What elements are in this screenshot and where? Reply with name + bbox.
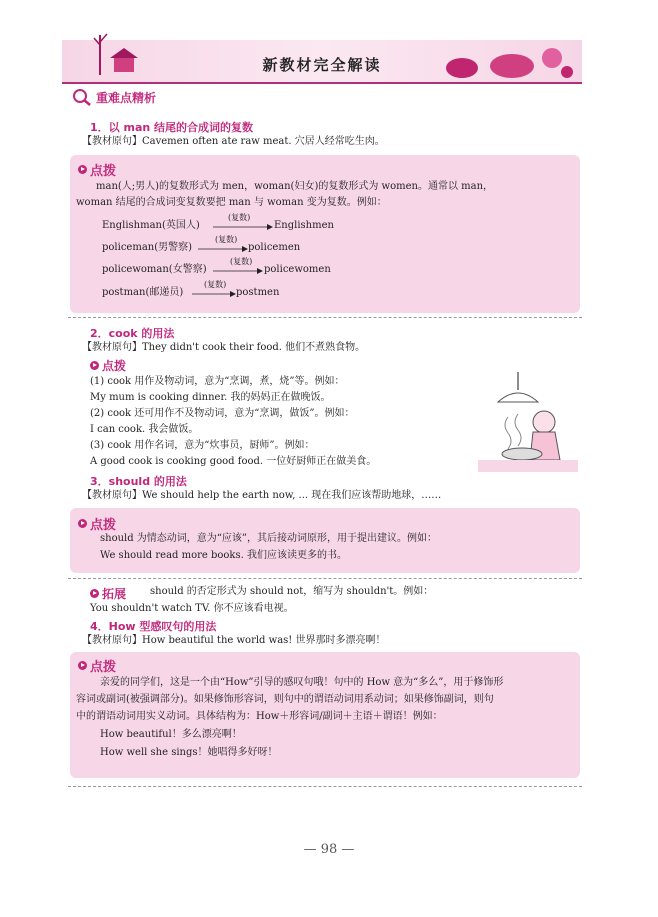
s4-example-1: How beautiful！多么漂亮啊！ <box>100 729 242 740</box>
s1-ex-label: (复数) <box>228 213 251 222</box>
s2-line: A good cook is cooking good food. 一位好厨师正在做美食。 <box>90 456 377 467</box>
s2-source: 【教材原句】They didn't cook their food. 他们不煮熟食物。 <box>82 342 366 353</box>
s1-ex-from: policeman(男警察) <box>102 242 193 253</box>
s4-para-2: 容词或副词(被强调部分)。如果修饰形容词，则句中的谓语动词用系动词；如果修饰副词，则句 <box>76 694 494 705</box>
arrow-icon <box>213 267 263 275</box>
play-icon <box>78 661 87 670</box>
play-icon <box>90 589 99 598</box>
page-header <box>62 30 582 82</box>
s1-ex-to: policemen <box>248 242 301 253</box>
s4-para-3: 中的谓语动词用实义动词。具体结构为：How＋形容词/副词＋主语＋谓语！例如： <box>76 711 443 722</box>
s1-para-2: woman 结尾的合成词变复数要把 man 与 woman 变为复数。例如： <box>76 197 387 208</box>
page-number: — 98 — <box>303 842 355 857</box>
s1-ex-from: Englishman(英国人) <box>102 220 200 231</box>
s4-heading: 4．How 型感叹句的用法 <box>90 620 217 633</box>
divider <box>68 578 582 579</box>
s4-example-2: How well she sings！她唱得多好呀！ <box>100 747 278 758</box>
s3-heading: 3．should 的用法 <box>90 475 187 488</box>
s3-ext-text: should 的否定形式为 should not，缩写为 shouldn't。例如： <box>150 586 434 597</box>
s1-ex-to: policewomen <box>264 264 331 275</box>
s2-line: (1) cook 用作及物动词，意为“烹调，煮，烧”等。例如： <box>90 376 345 387</box>
arrow-icon <box>192 290 236 298</box>
s1-ex-label: (复数) <box>230 257 253 266</box>
s2-line: (2) cook 还可用作不及物动词，意为“烹调，做饭”。例如： <box>90 408 355 419</box>
magnifier-icon <box>72 88 92 106</box>
section-heading <box>72 88 156 106</box>
s1-ex-from: postman(邮递员) <box>102 287 184 298</box>
arrow-icon <box>198 245 248 253</box>
s4-tip-label: 点拨 <box>78 656 116 675</box>
s1-heading: 1．以 man 结尾的合成词的复数 <box>90 121 254 134</box>
arrow-icon <box>213 223 273 231</box>
play-icon <box>78 519 87 528</box>
s1-ex-to: postmen <box>236 287 280 298</box>
s2-line: My mum is cooking dinner. 我的妈妈正在做晚饭。 <box>90 392 331 403</box>
s1-tip-label: 点拨 <box>78 160 116 179</box>
s1-ex-from: policewoman(女警察) <box>102 264 207 275</box>
s1-ex-label: (复数) <box>215 235 238 244</box>
header-rule <box>62 82 582 84</box>
s2-heading: 2．cook 的用法 <box>90 327 175 340</box>
divider <box>68 317 582 318</box>
play-icon <box>78 165 87 174</box>
s2-line: (3) cook 用作名词，意为“炊事员，厨师”。例如： <box>90 440 315 451</box>
header-title: 新教材完全解读 <box>262 56 382 74</box>
s3-ext-example: You shouldn't watch TV. 你不应该看电视。 <box>90 603 294 614</box>
s3-tip-label: 点拨 <box>78 514 116 533</box>
s4-source: 【教材原句】How beautiful the world was! 世界那时多漂亮啊！ <box>82 635 386 646</box>
s3-para-1: should 为情态动词，意为“应该”，其后接动词原形，用于提出建议。例如： <box>100 533 438 544</box>
girl-cooking-illustration <box>478 372 578 472</box>
section-title: 重难点精析 <box>96 90 157 105</box>
s4-para-1: 亲爱的同学们，这是一个由“How”引导的感叹句哦！句中的 How 意为“多么”，用于修饰形 <box>100 677 504 688</box>
s1-para-1: man(人;男人)的复数形式为 men，woman(妇女)的复数形式为 women。通常以 man， <box>96 181 494 192</box>
play-icon <box>90 361 99 370</box>
s1-ex-label: (复数) <box>204 280 227 289</box>
s1-ex-to: Englishmen <box>274 220 334 231</box>
s2-line: I can cook. 我会做饭。 <box>90 424 199 435</box>
s3-source: 【教材原句】We should help the earth now, ... 现在我们应该帮助地球，…… <box>82 490 442 501</box>
s3-ext-label: 拓展 <box>90 585 126 602</box>
divider <box>68 786 582 787</box>
s3-para-2: We should read more books. 我们应该读更多的书。 <box>100 550 347 561</box>
s1-source: 【教材原句】Cavemen often ate raw meat. 穴居人经常吃生肉。 <box>82 136 385 147</box>
s2-tip-label: 点拨 <box>90 357 126 374</box>
